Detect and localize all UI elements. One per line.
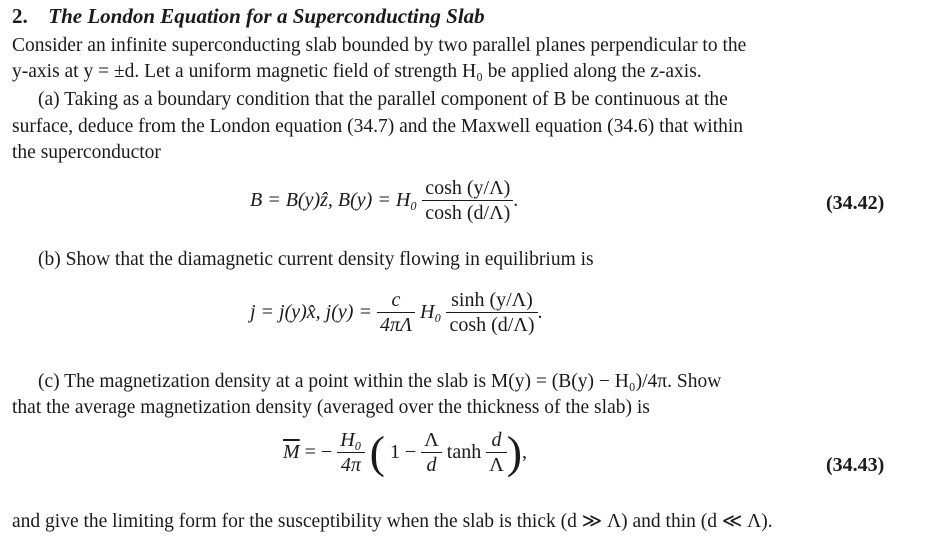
- eq-3443-frac1-num: H₀: [337, 428, 364, 453]
- right-paren: ): [506, 426, 523, 478]
- eq-3443-fraction-2: [421, 428, 442, 477]
- eq-3442-denominator: cosh (d/Λ): [425, 202, 511, 224]
- problem-number: 2.: [12, 4, 28, 28]
- closing-line: and give the limiting form for the susceptibility when the slab is thick (d ≫ Λ) and thin (d ≪ Λ).: [12, 511, 773, 532]
- eq-3442-numerator: cosh (y/Λ): [422, 176, 513, 201]
- equation-34-43: [283, 428, 527, 477]
- equation-label-34-42: (34.42): [826, 192, 885, 214]
- eq-j-frac2-den: cosh (d/Λ): [449, 314, 535, 336]
- left-paren: (: [369, 426, 385, 478]
- eq-3443-frac1-den: 4π: [340, 454, 361, 476]
- eq-3443-fraction-3: [486, 428, 507, 477]
- eq-3443-fraction-1: [337, 428, 364, 477]
- intro-line-1: Consider an infinite superconducting slab bounded by two parallel planes perpendicular to the: [12, 35, 747, 56]
- eq-3442-trail: .: [513, 189, 519, 211]
- eq-3443-lhs: $\overline{M}$: [283, 441, 300, 463]
- equation-label-34-43: (34.43): [826, 454, 885, 476]
- eq-j-fraction-2: [446, 288, 537, 337]
- eq-3443-frac2-num: Λ: [421, 428, 442, 453]
- eq-j-mid: H₀: [420, 301, 442, 323]
- eq-3442-fraction: [422, 176, 513, 225]
- eq-j-trail: .: [537, 301, 543, 323]
- eq-3443-trail: ,: [522, 441, 528, 463]
- eq-3443-eq: = −: [304, 441, 333, 463]
- part-a-line-3: the superconductor: [12, 142, 161, 163]
- eq-j-frac1-num: c: [377, 288, 415, 313]
- eq-3443-frac2-den: d: [426, 454, 437, 476]
- part-a-line-1: (a) Taking as a boundary condition that the parallel component of B be continuous at the: [38, 89, 728, 110]
- eq-j-lhs: j = j(y)x̂, j(y) =: [250, 301, 372, 323]
- problem-title-text: The London Equation for a Superconducting Slab: [48, 4, 485, 28]
- eq-3443-tanh: tanh: [446, 441, 482, 463]
- eq-j-fraction-1: [377, 288, 415, 337]
- eq-3443-one-minus: 1 −: [389, 441, 417, 463]
- eq-j-frac1-den: 4πΛ: [379, 314, 413, 336]
- eq-3443-frac3-den: Λ: [489, 454, 504, 476]
- part-c-line-2: that the average magnetization density (averaged over the thickness of the slab) is: [12, 397, 650, 418]
- equation-34-42: [250, 176, 518, 225]
- eq-3443-frac3-num: d: [486, 428, 507, 453]
- intro-line-2: y-axis at y = ±d. Let a uniform magnetic field of strength H₀ be applied along the z-axis.: [12, 61, 702, 82]
- eq-3442-lhs: B = B(y)ẑ, B(y) = H₀: [250, 189, 418, 211]
- part-c-line-1: (c) The magnetization density at a point within the slab is M(y) = (B(y) − H₀)/4π. Show: [38, 371, 722, 392]
- eq-j-frac2-num: sinh (y/Λ): [446, 288, 537, 313]
- part-b-line-1: (b) Show that the diamagnetic current density flowing in equilibrium is: [38, 249, 594, 270]
- equation-current-density: [250, 288, 543, 337]
- part-a-line-2: surface, deduce from the London equation (34.7) and the Maxwell equation (34.6) that within: [12, 116, 744, 137]
- problem-title: [12, 4, 485, 28]
